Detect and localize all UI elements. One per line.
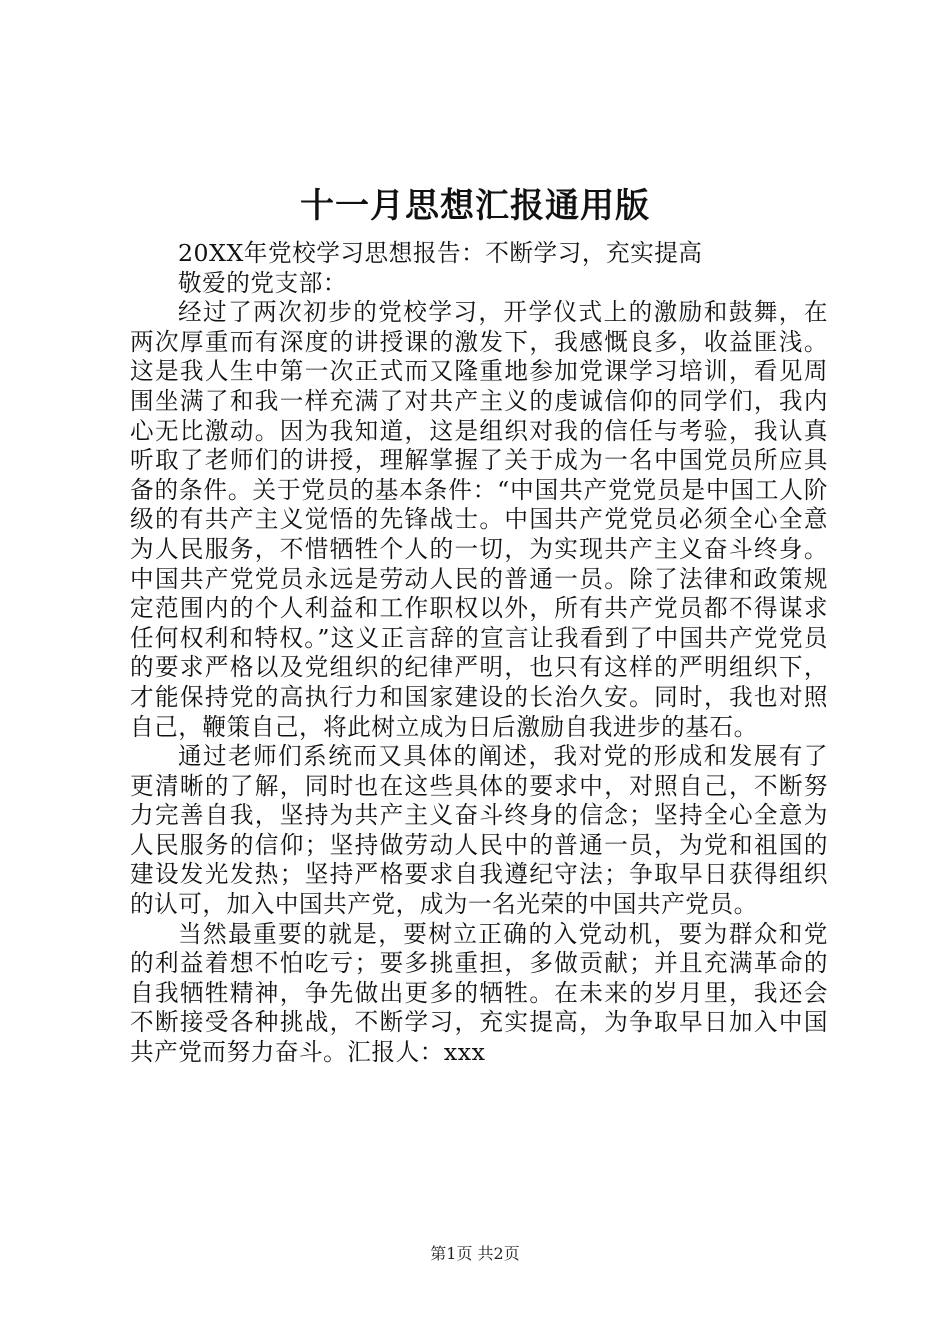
paragraph-3: 当然最重要的就是，要树立正确的入党动机，要为群众和党的利益着想不怕吃亏；要多挑重担，多做贡献；并且充满革命的自我牺牲精神，争先做出更多的牺牲。在未来的岁月里，我还会不断接受各种挑战，不断学习，充实提高，为争取早日加入中国共产党而努力奋斗。汇报人：xxx: [130, 919, 828, 1067]
document-body: [130, 239, 828, 1068]
page-indicator: 第1页 共2页: [430, 1244, 520, 1263]
paragraph-1: 经过了两次初步的党校学习，开学仪式上的激励和鼓舞，在两次厚重而有深度的讲授课的激发下，我感慨良多，收益匪浅。这是我人生中第一次正式而又隆重地参加党课学习培训，看见周围坐满了和我一样充满了对共产主义的虔诚信仰的同学们，我内心无比激动。因为我知道，这是组织对我的信任与考验，我认真听取了老师们的讲授，理解掌握了关于成为一名中国党员所应具备的条件。关于党员的基本条件：“中国共产党党员是中国工人阶级的有共产主义觉悟的先锋战士。中国共产党党员必须全心全意为人民服务，不惜牺牲个人的一切，为实现共产主义奋斗终身。中国共产党党员永远是劳动人民的普通一员。除了法律和政策规定范围内的个人利益和工作职权以外，所有共产党员都不得谋求任何权利和特权。”这义正言辞的宣言让我看到了中国共产党党员的要求严格以及党组织的纪律严明，也只有这样的严明组织下，才能保持党的高执行力和国家建设的长治久安。同时，我也对照自己，鞭策自己，将此树立成为日后激励自我进步的基石。: [130, 298, 828, 741]
paragraph-2: 通过老师们系统而又具体的阐述，我对党的形成和发展有了更清晰的了解，同时也在这些具体的要求中，对照自己，不断努力完善自我，坚持为共产主义奋斗终身的信念；坚持全心全意为人民服务的信仰；坚持做劳动人民中的普通一员，为党和祖国的建设发光发热；坚持严格要求自我遵纪守法；争取早日获得组织的认可，加入中国共产党，成为一名光荣的中国共产党员。: [130, 742, 828, 919]
document-subtitle: 20XX年党校学习思想报告：不断学习，充实提高: [178, 239, 703, 267]
document-title: 十一月思想汇报通用版: [300, 186, 650, 226]
salutation: 敬爱的党支部：: [178, 268, 348, 297]
